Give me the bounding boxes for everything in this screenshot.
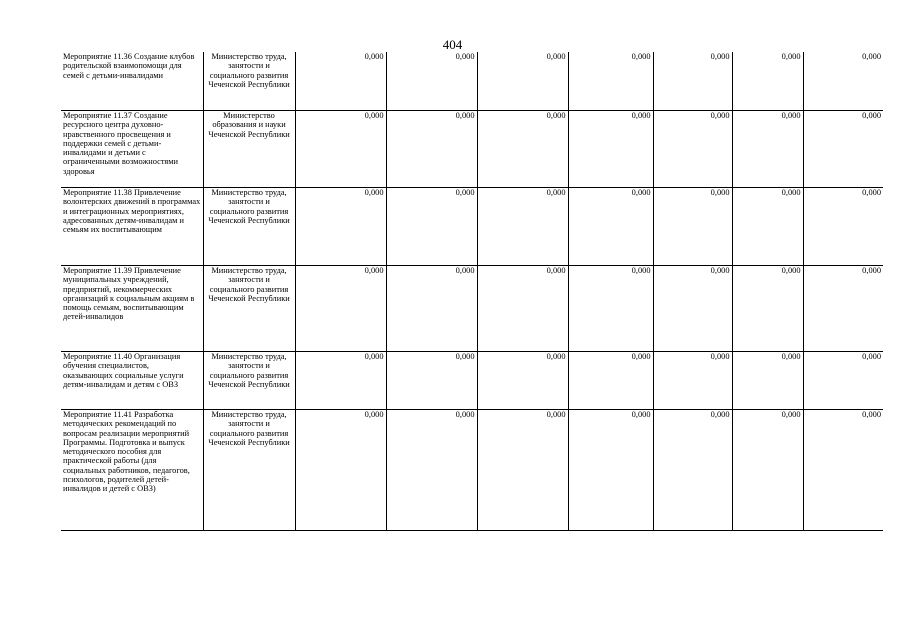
table-row <box>61 52 883 111</box>
value-cell: 0,000 <box>568 52 653 111</box>
agency-cell: Министерство труда, занятости и социального развития Чеченской Республики <box>203 410 295 531</box>
table-row <box>61 111 883 188</box>
value-cell: 0,000 <box>653 352 732 410</box>
value-cell: 0,000 <box>477 410 568 531</box>
value-cell: 0,000 <box>803 52 883 111</box>
value-cell: 0,000 <box>732 52 803 111</box>
value-cell: 0,000 <box>477 266 568 352</box>
value-cell: 0,000 <box>732 111 803 188</box>
agency-cell: Министерство труда, занятости и социального развития Чеченской Республики <box>203 52 295 111</box>
value-cell: 0,000 <box>803 352 883 410</box>
event-cell: Мероприятие 11.37 Создание ресурсного центра духовно-нравственного просвещения и поддержки семей с детьми-инвалидами и детьми с ограниченными возможностями здоровья <box>61 111 203 188</box>
value-cell: 0,000 <box>295 111 386 188</box>
agency-cell: Министерство образования и науки Чеченской Республики <box>203 111 295 188</box>
value-cell: 0,000 <box>803 111 883 188</box>
value-cell: 0,000 <box>295 52 386 111</box>
value-cell: 0,000 <box>386 111 477 188</box>
budget-table <box>61 52 883 531</box>
value-cell: 0,000 <box>295 188 386 266</box>
value-cell: 0,000 <box>477 352 568 410</box>
table-row <box>61 188 883 266</box>
value-cell: 0,000 <box>386 410 477 531</box>
value-cell: 0,000 <box>732 188 803 266</box>
value-cell: 0,000 <box>477 188 568 266</box>
event-cell: Мероприятие 11.41 Разработка методических рекомендаций по вопросам реализации мероприятий Программы. Подготовка и выпуск методического пособия для практической работы (для социальных работников, педагогов, психологов, родителей детей-инвалидов и детей с ОВЗ) <box>61 410 203 531</box>
value-cell: 0,000 <box>295 352 386 410</box>
value-cell: 0,000 <box>653 111 732 188</box>
value-cell: 0,000 <box>295 266 386 352</box>
value-cell: 0,000 <box>568 352 653 410</box>
agency-cell: Министерство труда, занятости и социального развития Чеченской Республики <box>203 188 295 266</box>
value-cell: 0,000 <box>386 266 477 352</box>
event-cell: Мероприятие 11.38 Привлечение волонтерских движений в программах и интеграционных мероприятиях, адресованных детям-инвалидам и семьям их воспитывающим <box>61 188 203 266</box>
event-cell: Мероприятие 11.40 Организация обучения специалистов, оказывающих социальные услуги детям-инвалидам и детям с ОВЗ <box>61 352 203 410</box>
value-cell: 0,000 <box>732 266 803 352</box>
agency-cell: Министерство труда, занятости и социального развития Чеченской Республики <box>203 266 295 352</box>
value-cell: 0,000 <box>386 188 477 266</box>
value-cell: 0,000 <box>653 266 732 352</box>
table-row <box>61 410 883 531</box>
value-cell: 0,000 <box>803 266 883 352</box>
value-cell: 0,000 <box>568 111 653 188</box>
value-cell: 0,000 <box>477 111 568 188</box>
table-row <box>61 266 883 352</box>
value-cell: 0,000 <box>653 410 732 531</box>
agency-cell: Министерство труда, занятости и социального развития Чеченской Республики <box>203 352 295 410</box>
value-cell: 0,000 <box>803 188 883 266</box>
value-cell: 0,000 <box>386 52 477 111</box>
event-cell: Мероприятие 11.39 Привлечение муниципальных учреждений, предприятий, некоммерческих организаций к социальным акциям в помощь семьям, воспитывающим детей-инвалидов <box>61 266 203 352</box>
value-cell: 0,000 <box>732 410 803 531</box>
table-row <box>61 352 883 410</box>
value-cell: 0,000 <box>568 266 653 352</box>
value-cell: 0,000 <box>568 188 653 266</box>
value-cell: 0,000 <box>732 352 803 410</box>
value-cell: 0,000 <box>568 410 653 531</box>
value-cell: 0,000 <box>477 52 568 111</box>
page-number: 404 <box>442 37 463 52</box>
value-cell: 0,000 <box>803 410 883 531</box>
value-cell: 0,000 <box>653 188 732 266</box>
value-cell: 0,000 <box>653 52 732 111</box>
value-cell: 0,000 <box>386 352 477 410</box>
value-cell: 0,000 <box>295 410 386 531</box>
event-cell: Мероприятие 11.36 Создание клубов родительской взаимопомощи для семей с детьми-инвалидами <box>61 52 203 111</box>
